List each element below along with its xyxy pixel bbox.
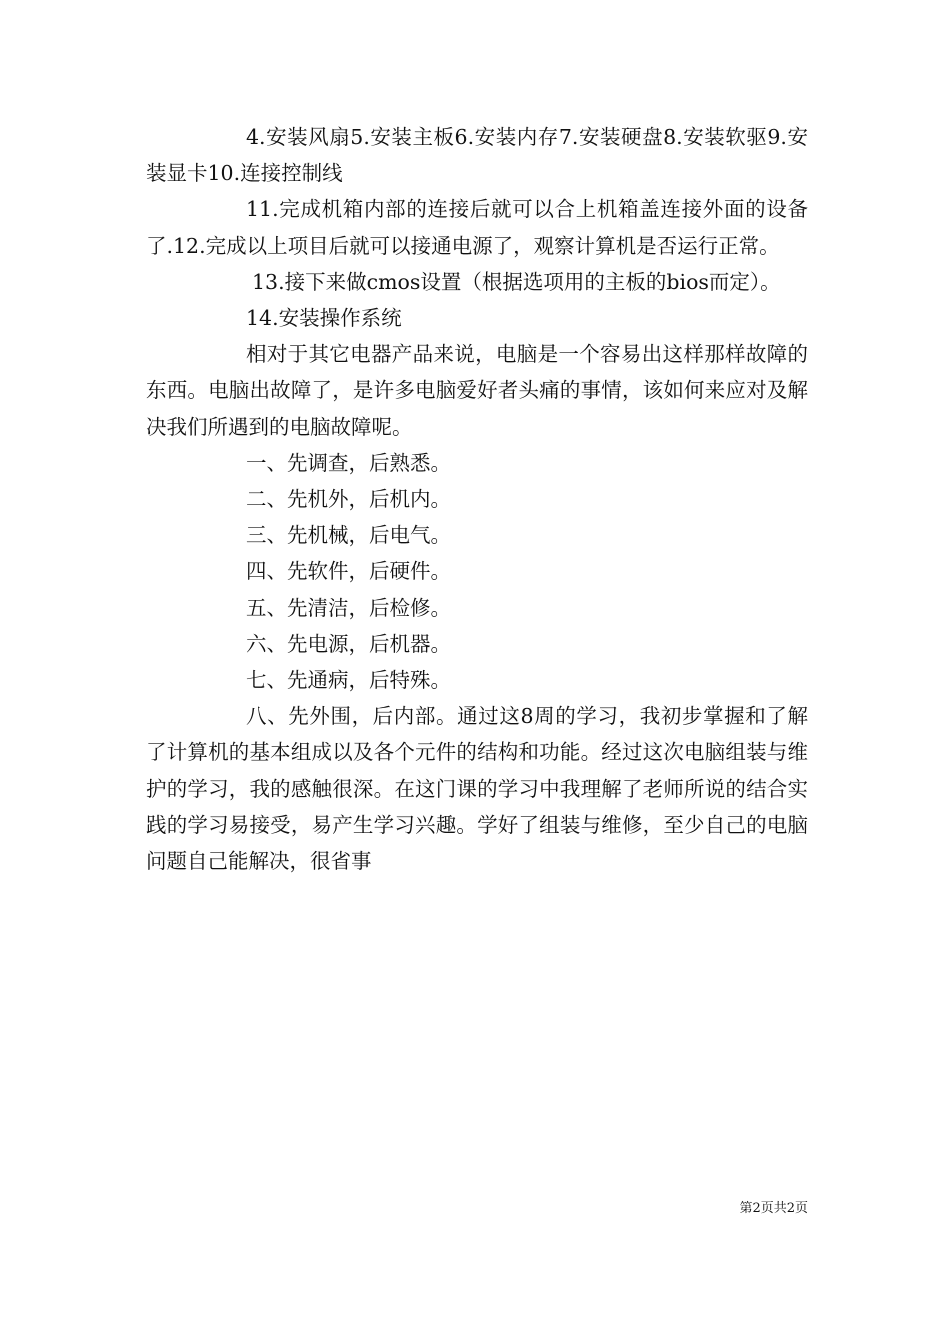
list-item-principle-3: 三、先机械，后电气。	[246, 523, 451, 548]
paragraph-install-steps: 4.安装风扇5.安装主板6.安装内存7.安装硬盘8.安装软驱9.安装显卡10.连接控制线	[146, 125, 808, 186]
document-body	[146, 119, 808, 879]
list-item-principle-1: 一、先调查，后熟悉。	[246, 450, 451, 475]
paragraph-external-connection: 11.完成机箱内部的连接后就可以合上机箱盖连接外面的设备了.12.完成以上项目后就可以接通电源了，观察计算机是否运行正常。	[146, 197, 808, 258]
list-item-principle-4: 四、先软件，后硬件。	[246, 559, 451, 584]
list-item-principle-7: 七、先通病，后特殊。	[246, 668, 451, 693]
paragraph-install-os: 14.安装操作系统	[246, 306, 402, 331]
page-number: 第2页共2页	[739, 1201, 808, 1216]
list-item-principle-5: 五、先清洁，后检修。	[246, 595, 451, 620]
paragraph-summary: 八、先外围，后内部。通过这8周的学习，我初步掌握和了解了计算机的基本组成以及各个元件的结构和功能。经过这次电脑组装与维护的学习，我的感触很深。在这门课的学习中我理解了老师所说的结合实践的学习易接受，易产生学习兴趣。学好了组装与维修，至少自己的电脑问题自己能解决，很省事	[146, 704, 808, 874]
paragraph-fault-intro: 相对于其它电器产品来说，电脑是一个容易出这样那样故障的东西。电脑出故障了，是许多电脑爱好者头痛的事情，该如何来应对及解决我们所遇到的电脑故障呢。	[146, 342, 808, 439]
paragraph-cmos-setup: 13.接下来做cmos设置（根据选项用的主板的bios而定）。	[252, 269, 781, 294]
list-item-principle-6: 六、先电源，后机器。	[246, 631, 451, 656]
list-item-principle-2: 二、先机外，后机内。	[246, 487, 451, 512]
